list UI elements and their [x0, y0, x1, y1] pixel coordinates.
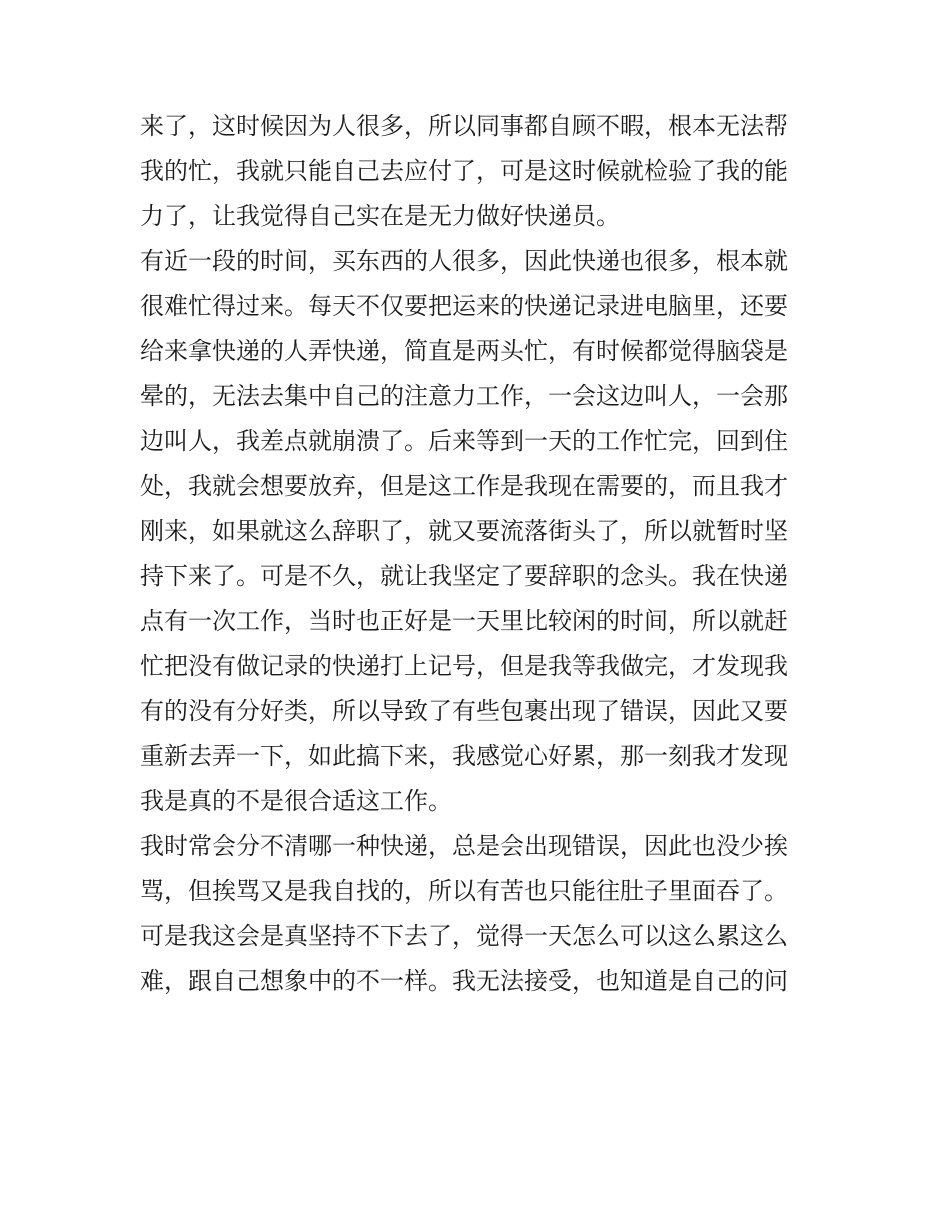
text-line: 可是我这会是真坚持不下去了，觉得一天怎么可以这么累这么	[140, 922, 788, 950]
text-line: 我的忙，我就只能自己去应付了，可是这时候就检验了我的能	[140, 157, 788, 185]
text-line: 晕的，无法去集中自己的注意力工作，一会这边叫人，一会那	[140, 382, 788, 410]
text-line: 我是真的不是很合适这工作。	[140, 787, 452, 815]
text-line: 边叫人，我差点就崩溃了。后来等到一天的工作忙完，回到住	[140, 427, 788, 455]
text-line: 刚来，如果就这么辞职了，就又要流落街头了，所以就暂时坚	[140, 517, 788, 545]
text-line: 有近一段的时间，买东西的人很多，因此快递也很多，根本就	[140, 247, 788, 275]
text-line: 骂，但挨骂又是我自找的，所以有苦也只能往肚子里面吞了。	[140, 877, 788, 905]
text-line: 处，我就会想要放弃，但是这工作是我现在需要的，而且我才	[140, 472, 788, 500]
text-line: 有的没有分好类，所以导致了有些包裹出现了错误，因此又要	[140, 697, 788, 725]
text-line: 重新去弄一下，如此搞下来，我感觉心好累，那一刻我才发现	[140, 742, 788, 770]
document-body	[140, 104, 812, 1005]
text-line: 很难忙得过来。每天不仅要把运来的快递记录进电脑里，还要	[140, 292, 788, 320]
text-line: 给来拿快递的人弄快递，简直是两头忙，有时候都觉得脑袋是	[140, 337, 788, 365]
text-line: 忙把没有做记录的快递打上记号，但是我等我做完，才发现我	[140, 652, 788, 680]
text-line: 难，跟自己想象中的不一样。我无法接受，也知道是自己的问	[140, 967, 788, 995]
text-line: 力了，让我觉得自己实在是无力做好快递员。	[140, 202, 620, 230]
text-line: 来了，这时候因为人很多，所以同事都自顾不暇，根本无法帮	[140, 112, 788, 140]
text-line: 持下来了。可是不久，就让我坚定了要辞职的念头。我在快递	[140, 562, 788, 590]
text-line: 点有一次工作，当时也正好是一天里比较闲的时间，所以就赶	[140, 607, 788, 635]
text-line: 我时常会分不清哪一种快递，总是会出现错误，因此也没少挨	[140, 832, 788, 860]
